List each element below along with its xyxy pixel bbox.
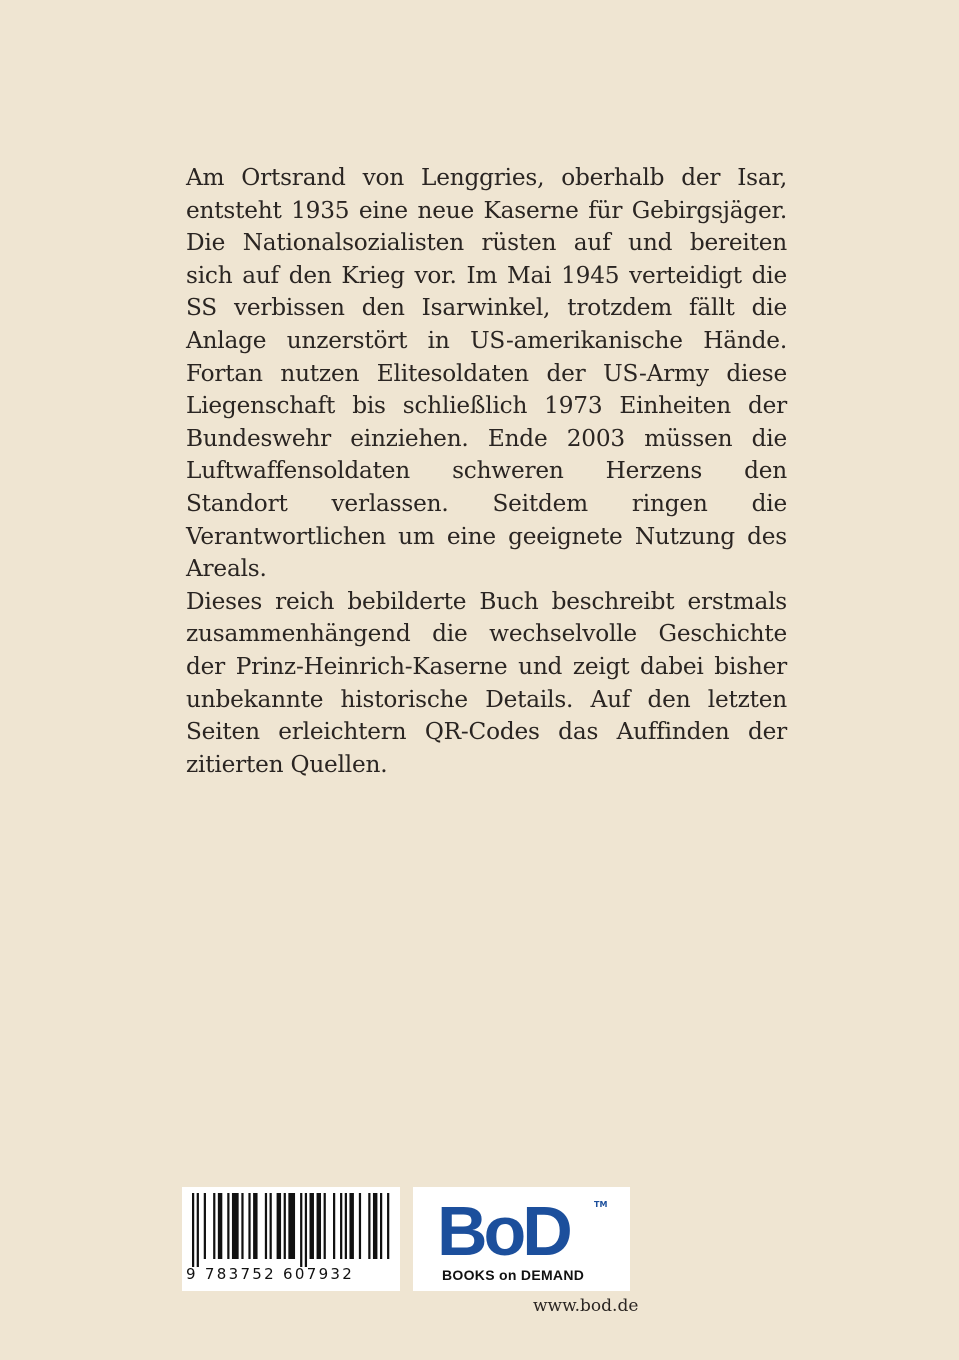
publisher-website: www.bod.de: [533, 1296, 639, 1316]
barcode-bar: [227, 1193, 229, 1259]
barcode-bar: [333, 1193, 335, 1259]
barcode-bar: [373, 1193, 377, 1259]
barcode-bar: [387, 1193, 389, 1259]
blurb-paragraph-1: Am Ortsrand von Lenggries, oberhalb der Isar, entsteht 1935 eine neue Kaserne für Gebirgsjäger. Die Nationalsozialisten rüsten auf und bereiten sich auf den Krieg vor. Im Mai 1945 verteidigt die SS verbissen den Isarwinkel, trotzdem fällt die Anlage unzerstört in US-amerikanische Hände. Fortan nutzen Elitesoldaten der US-Army diese Liegenschaft bis schließlich 1973 Einheiten der Bundeswehr einziehen. Ende 2003 müssen die Luftwaffensoldaten schweren Herzens den Standort verlassen. Seitdem ringen die Verantwortlichen um eine geeignete Nutzung des Areals.: [186, 164, 787, 583]
barcode-bar: [270, 1193, 272, 1259]
barcode-bar: [324, 1193, 326, 1259]
blurb-paragraph-2: Dieses reich bebilderte Buch beschreibt erstmals zusammenhängend die wechselvolle Geschichte der Prinz-Heinrich-Kaserne und zeigt dabei bisher unbekannte historische Details. Auf den letzten Seiten erleichtern QR-Codes das Auffinden der zitierten Quellen.: [186, 587, 787, 778]
bod-logo-text: BoD: [437, 1199, 569, 1263]
barcode-bar: [265, 1193, 267, 1259]
barcode-bar: [253, 1193, 257, 1259]
barcode-bar: [284, 1193, 286, 1259]
barcode-bar: [218, 1193, 222, 1259]
barcode-bar: [305, 1193, 307, 1267]
publisher-logo: [413, 1187, 630, 1291]
barcode-bar: [380, 1193, 382, 1259]
isbn-digits: 9 783752 607932: [186, 1265, 355, 1283]
barcode-bar: [213, 1193, 215, 1259]
bod-logo-mark: [437, 1199, 597, 1263]
barcode-bar: [368, 1193, 370, 1259]
barcode-bar: [310, 1193, 314, 1259]
barcode-bar: [197, 1193, 199, 1267]
barcode-bar: [359, 1193, 361, 1259]
publisher-tagline: BOOKS on DEMAND: [442, 1267, 585, 1283]
barcode-bar: [317, 1193, 321, 1259]
isbn-barcode: [182, 1187, 400, 1291]
barcode-bar: [204, 1193, 206, 1259]
barcode-bar: [248, 1193, 250, 1259]
barcode-bar: [349, 1193, 353, 1259]
barcode-bar: [192, 1193, 194, 1267]
barcode-bars: [186, 1193, 396, 1267]
barcode-bar: [345, 1193, 347, 1259]
barcode-bar: [300, 1193, 302, 1267]
barcode-bar: [340, 1193, 342, 1259]
barcode-bar: [277, 1193, 281, 1259]
barcode-bar: [288, 1193, 295, 1259]
barcode-bar: [241, 1193, 243, 1259]
trademark-symbol: TM: [594, 1200, 608, 1209]
back-cover-blurb: [186, 162, 787, 781]
barcode-bar: [232, 1193, 239, 1259]
